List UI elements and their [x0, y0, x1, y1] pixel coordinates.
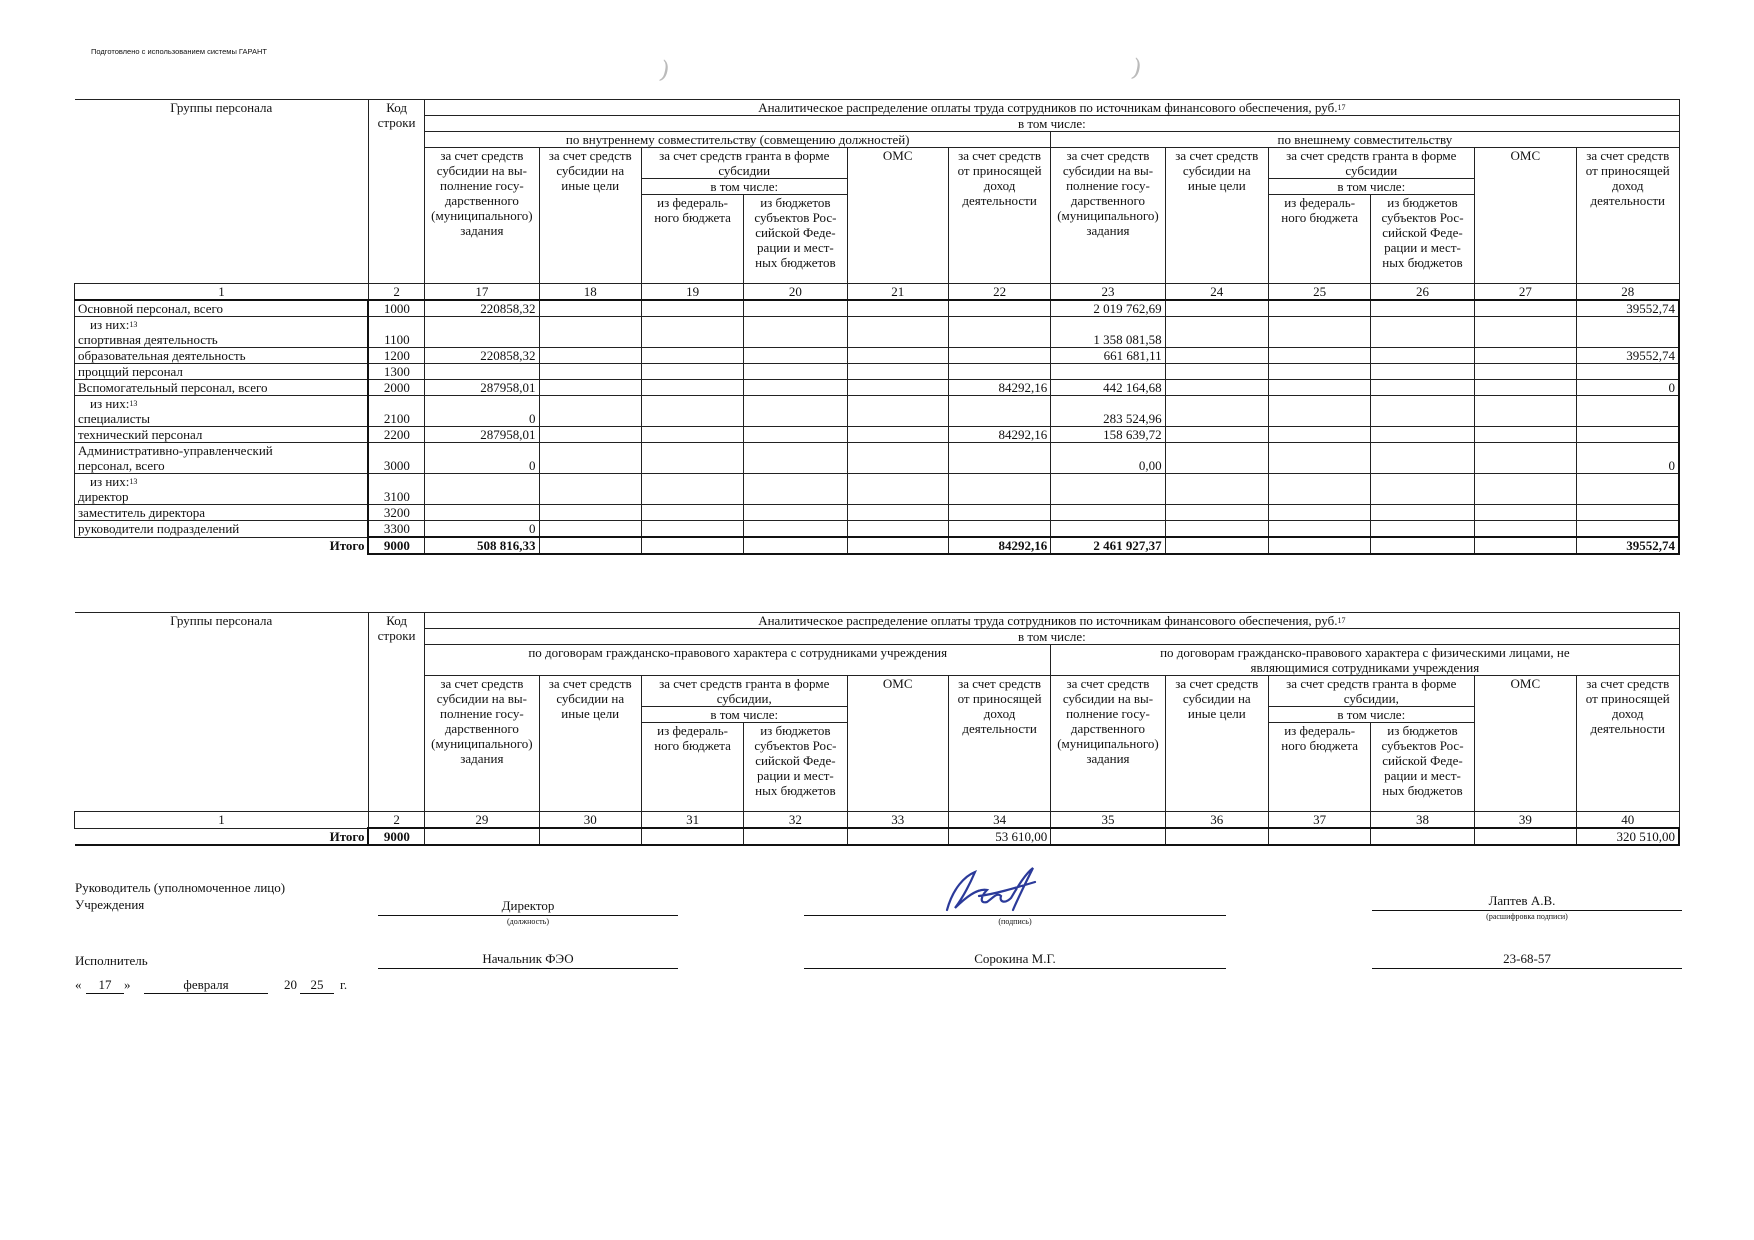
header-federal-budget: из федераль-ного бюджета	[1268, 723, 1370, 812]
header-grant-including: в том числе:	[1268, 179, 1474, 195]
row-code: 3300	[368, 521, 424, 538]
head-name: Лаптев А.В.	[1488, 893, 1556, 908]
header-row-code: Код строки	[368, 613, 424, 812]
row-label: из них:$^{13}$ директор	[75, 474, 369, 505]
column-number: 2	[368, 812, 424, 829]
column-number: 35	[1051, 812, 1165, 829]
column-numbers-row	[75, 812, 1680, 829]
table-row	[75, 348, 1680, 364]
cell-col23: 283 524,96	[1051, 396, 1165, 427]
cell-col28: 39552,74	[1577, 300, 1680, 317]
row-code: 1200	[368, 348, 424, 364]
executor-position: Начальник ФЭО	[482, 951, 574, 966]
date-year-prefix: 20	[284, 977, 297, 992]
column-number: 19	[641, 284, 743, 301]
table-row	[75, 443, 1680, 474]
column-number: 40	[1577, 812, 1680, 829]
row-label: заместитель директора	[75, 505, 369, 521]
cell-col23	[1051, 364, 1165, 380]
cell-col23: 0,00	[1051, 443, 1165, 474]
column-number: 39	[1474, 812, 1576, 829]
row-label: Вспомогательный персонал, всего	[75, 380, 369, 396]
column-number: 32	[744, 812, 847, 829]
column-number: 27	[1474, 284, 1576, 301]
handwritten-signature	[935, 858, 1045, 922]
total-col23: 2 461 927,37	[1051, 537, 1165, 554]
cell-col23: 1 358 081,58	[1051, 317, 1165, 348]
table-staff-payments-2	[74, 612, 1680, 846]
position-caption: (должность)	[507, 917, 549, 926]
header-including: в том числе:	[425, 116, 1679, 132]
cell-col17: 0	[425, 396, 539, 427]
row-code: 3000	[368, 443, 424, 474]
row-label: из них:$^{13}$ спортивная деятельность	[75, 317, 369, 348]
total-row	[75, 537, 1680, 554]
executor-label: Исполнитель	[75, 953, 148, 968]
row-label: технический персонал	[75, 427, 369, 443]
row-code: 2000	[368, 380, 424, 396]
header-row-code: Код строки	[368, 100, 424, 284]
table-staff-payments-1	[74, 99, 1680, 555]
column-number: 31	[641, 812, 743, 829]
cell-col28	[1577, 474, 1680, 505]
cell-col22	[948, 474, 1050, 505]
column-number: 38	[1371, 812, 1474, 829]
total-col28: 39552,74	[1577, 537, 1680, 554]
column-number: 1	[75, 284, 369, 301]
header-grant: за счет средств гранта в форме субсидии,	[1268, 676, 1474, 707]
cell-col28	[1577, 521, 1680, 538]
header-staff-group: Группы персонала	[75, 100, 369, 284]
cell-col17	[425, 474, 539, 505]
head-label: Руководитель (уполномоченное лицо)	[75, 880, 286, 895]
column-number: 34	[948, 812, 1050, 829]
column-number: 33	[847, 812, 948, 829]
header-oms: ОМС	[847, 148, 948, 284]
name-line	[1372, 910, 1682, 911]
header-gov-subsidy: за счет средств субсидии на вы-полнение госу-дарственного (муниципального) задания	[1051, 676, 1165, 812]
column-number: 21	[847, 284, 948, 301]
date-year: 25	[300, 977, 334, 994]
scan-mark: )	[657, 55, 673, 85]
cell-col22	[948, 396, 1050, 427]
header-main-title: Аналитическое распределение оплаты труда сотрудников по источникам финансового обеспечения, руб.$^{17}$	[425, 100, 1679, 116]
cell-col28	[1577, 396, 1680, 427]
header-other-subsidy: за счет средств субсидии на иные цели	[539, 676, 641, 812]
header-grant-including: в том числе:	[641, 179, 847, 195]
cell-col17: 0	[425, 521, 539, 538]
cell-col28	[1577, 317, 1680, 348]
header-gph-employees: по договорам гражданско-правового характера с сотрудниками учреждения	[425, 645, 1051, 676]
executor-name: Сорокина М.Г.	[974, 951, 1056, 966]
column-number: 23	[1051, 284, 1165, 301]
table-row	[75, 505, 1680, 521]
date-day: 17	[86, 977, 124, 994]
header-grant: за счет средств гранта в форме субсидии	[1268, 148, 1474, 179]
header-gov-subsidy: за счет средств субсидии на вы-полнение госу-дарственного (муниципального) задания	[425, 148, 539, 284]
date-month: февраля	[144, 977, 268, 994]
cell-col22	[948, 521, 1050, 538]
column-number: 29	[425, 812, 539, 829]
cell-col28	[1577, 505, 1680, 521]
date-suffix: г.	[340, 977, 348, 992]
position-line	[378, 915, 678, 916]
cell-col23: 2 019 762,69	[1051, 300, 1165, 317]
row-code: 1100	[368, 317, 424, 348]
cell-col17: 287958,01	[425, 380, 539, 396]
column-number: 1	[75, 812, 369, 829]
executor-phone-line	[1372, 968, 1682, 969]
cell-col22	[948, 364, 1050, 380]
cell-col22	[948, 300, 1050, 317]
cell-col28: 0	[1577, 443, 1680, 474]
cell-col28	[1577, 364, 1680, 380]
row-label: Основной персонал, всего	[75, 300, 369, 317]
header-grant: за счет средств гранта в форме субсидии	[641, 148, 847, 179]
total-col34: 53 610,00	[948, 828, 1050, 845]
header-gph-individuals: по договорам гражданско-правового характера с физическими лицами, не являющимися сотрудниками учреждения	[1051, 645, 1679, 676]
column-number: 28	[1577, 284, 1680, 301]
cell-col28: 0	[1577, 380, 1680, 396]
column-number: 37	[1268, 812, 1370, 829]
header-oms: ОМС	[1474, 148, 1576, 284]
row-code: 2100	[368, 396, 424, 427]
row-label: процщий персонал	[75, 364, 369, 380]
row-code: 3100	[368, 474, 424, 505]
header-federal-budget: из федераль-ного бюджета	[641, 723, 743, 812]
header-other-subsidy: за счет средств субсидии на иные цели	[1165, 676, 1268, 812]
header-federal-budget: из федераль-ного бюджета	[641, 195, 743, 284]
cell-col22	[948, 443, 1050, 474]
total-code: 9000	[368, 828, 424, 845]
row-label: руководители подразделений	[75, 521, 369, 538]
row-code: 1000	[368, 300, 424, 317]
cell-col28	[1577, 427, 1680, 443]
header-gov-subsidy: за счет средств субсидии на вы-полнение госу-дарственного (муниципального) задания	[1051, 148, 1165, 284]
total-col22: 84292,16	[948, 537, 1050, 554]
column-number: 22	[948, 284, 1050, 301]
header-income: за счет средств от приносящей доход деятельности	[1577, 148, 1680, 284]
column-number: 26	[1371, 284, 1474, 301]
cell-col23: 442 164,68	[1051, 380, 1165, 396]
header-oms: ОМС	[1474, 676, 1576, 812]
header-federal-budget: из федераль-ного бюджета	[1268, 195, 1370, 284]
cell-col17	[425, 364, 539, 380]
scan-mark: )	[1129, 53, 1145, 83]
executor-phone: 23-68-57	[1503, 951, 1551, 966]
cell-col17: 287958,01	[425, 427, 539, 443]
cell-col17: 220858,32	[425, 300, 539, 317]
cell-col22: 84292,16	[948, 380, 1050, 396]
table-row	[75, 300, 1680, 317]
cell-col23: 158 639,72	[1051, 427, 1165, 443]
table-row	[75, 521, 1680, 538]
row-label: образовательная деятельность	[75, 348, 369, 364]
executor-position-line	[378, 968, 678, 969]
column-number: 17	[425, 284, 539, 301]
total-code: 9000	[368, 537, 424, 554]
column-number: 24	[1165, 284, 1268, 301]
header-grant-including: в том числе:	[1268, 707, 1474, 723]
column-numbers-row	[75, 284, 1680, 301]
garant-note: Подготовлено с использованием системы ГАРАНТ	[91, 47, 267, 56]
signature-caption: (подпись)	[998, 917, 1032, 926]
header-regional-budgets: из бюджетов субъектов Рос-сийской Феде-рации и мест-ных бюджетов	[744, 195, 847, 284]
header-regional-budgets: из бюджетов субъектов Рос-сийской Феде-рации и мест-ных бюджетов	[1371, 195, 1474, 284]
column-number: 2	[368, 284, 424, 301]
head-label-institution: Учреждения	[75, 897, 145, 912]
total-col17: 508 816,33	[425, 537, 539, 554]
cell-col22	[948, 348, 1050, 364]
header-including: в том числе:	[425, 629, 1679, 645]
header-gov-subsidy: за счет средств субсидии на вы-полнение госу-дарственного (муниципального) задания	[425, 676, 539, 812]
column-number: 20	[744, 284, 847, 301]
cell-col23: 661 681,11	[1051, 348, 1165, 364]
table-row	[75, 317, 1680, 348]
header-other-subsidy: за счет средств субсидии на иные цели	[1165, 148, 1268, 284]
cell-col23	[1051, 521, 1165, 538]
cell-col17	[425, 317, 539, 348]
cell-col17: 220858,32	[425, 348, 539, 364]
header-staff-group: Группы персонала	[75, 613, 369, 812]
cell-col22	[948, 317, 1050, 348]
header-income: за счет средств от приносящей доход деятельности	[948, 676, 1050, 812]
row-label: из них:$^{13}$ специалисты	[75, 396, 369, 427]
row-code: 3200	[368, 505, 424, 521]
cell-col17	[425, 505, 539, 521]
header-internal-combining: по внутреннему совместительству (совмещению должностей)	[425, 132, 1051, 148]
cell-col28: 39552,74	[1577, 348, 1680, 364]
row-code: 2200	[368, 427, 424, 443]
cell-col23	[1051, 474, 1165, 505]
header-grant-including: в том числе:	[641, 707, 847, 723]
executor-name-line	[804, 968, 1226, 969]
header-income: за счет средств от приносящей доход деятельности	[1577, 676, 1680, 812]
total-row	[75, 828, 1680, 845]
total-label: Итого	[329, 537, 365, 553]
column-number: 30	[539, 812, 641, 829]
table-row	[75, 380, 1680, 396]
row-label: Административно-управленческий персонал, всего	[75, 443, 369, 474]
table-row	[75, 474, 1680, 505]
cell-col23	[1051, 505, 1165, 521]
date-close-quote: »	[124, 977, 131, 992]
cell-col22	[948, 505, 1050, 521]
header-main-title: Аналитическое распределение оплаты труда сотрудников по источникам финансового обеспечения, руб.$^{17}$	[425, 613, 1679, 629]
table-row	[75, 427, 1680, 443]
cell-col17: 0	[425, 443, 539, 474]
column-number: 18	[539, 284, 641, 301]
name-caption: (расшифровка подписи)	[1486, 912, 1568, 921]
total-col40: 320 510,00	[1577, 828, 1680, 845]
column-number: 36	[1165, 812, 1268, 829]
header-regional-budgets: из бюджетов субъектов Рос-сийской Феде-рации и мест-ных бюджетов	[1371, 723, 1474, 812]
column-number: 25	[1268, 284, 1370, 301]
date-open-quote: «	[75, 977, 82, 992]
table-row	[75, 396, 1680, 427]
header-external-combining: по внешнему совместительству	[1051, 132, 1679, 148]
header-grant: за счет средств гранта в форме субсидии,	[641, 676, 847, 707]
header-income: за счет средств от приносящей доход деятельности	[948, 148, 1050, 284]
head-position: Директор	[501, 898, 555, 913]
header-oms: ОМС	[847, 676, 948, 812]
cell-col22: 84292,16	[948, 427, 1050, 443]
row-code: 1300	[368, 364, 424, 380]
header-regional-budgets: из бюджетов субъектов Рос-сийской Феде-рации и мест-ных бюджетов	[744, 723, 847, 812]
header-other-subsidy: за счет средств субсидии на иные цели	[539, 148, 641, 284]
total-label: Итого	[75, 828, 369, 845]
table-row	[75, 364, 1680, 380]
